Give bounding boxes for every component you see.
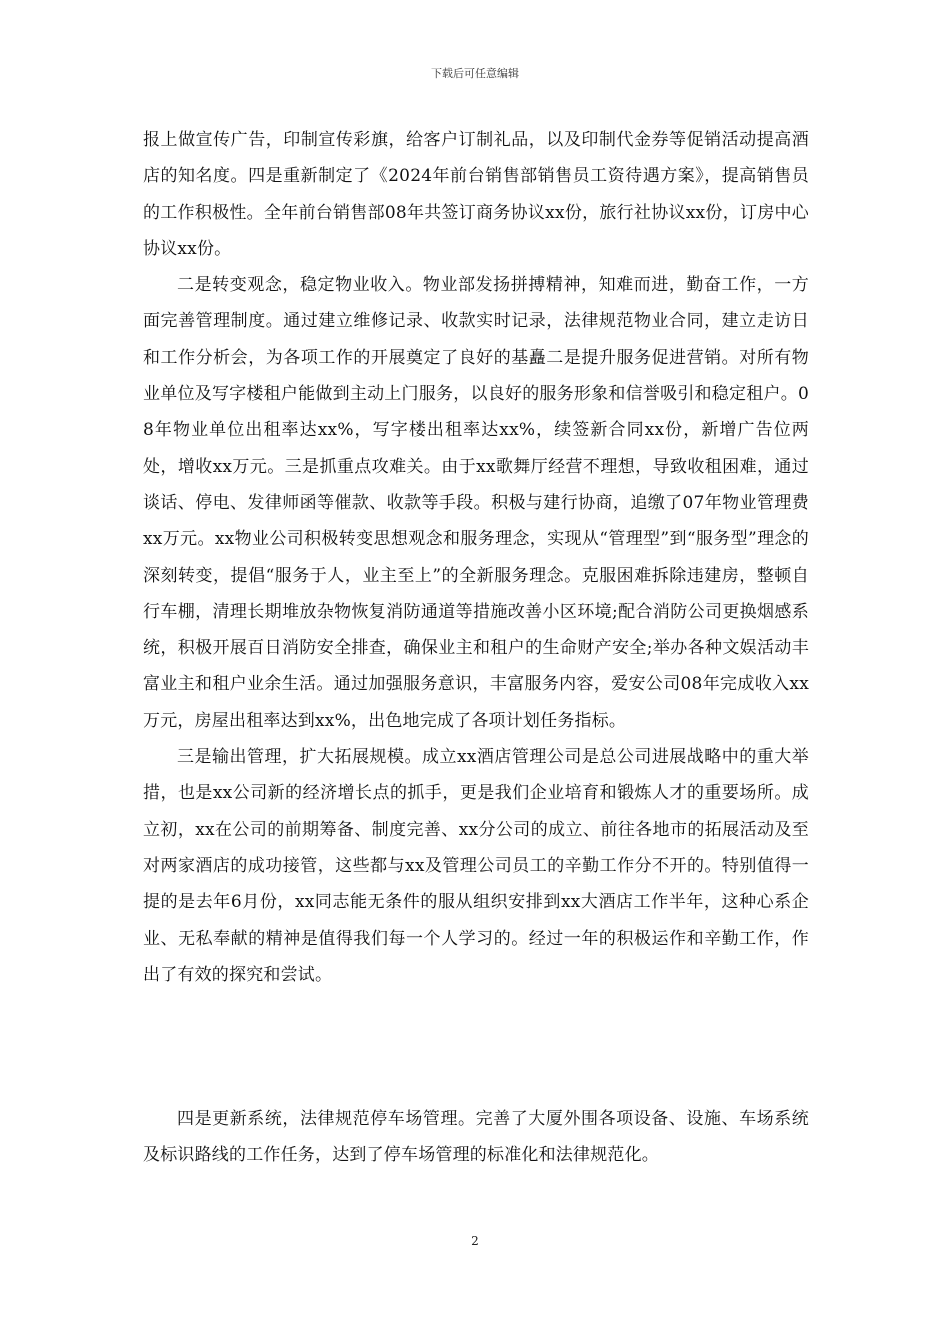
paragraph-continuation: 报上做宣传广告，印制宣传彩旗，给客户订制礼品，以及印制代金券等促销活动提高酒店的知名度。四是重新制定了《2024年前台销售部销售员工资待遇方案》，提高销售员的工作积极性。全年前台销售部08年共签订商务协议xx份，旅行社协议xx份，订房中心协议xx份。 — [143, 130, 809, 259]
page-number: 2 — [471, 1234, 479, 1248]
page-header: 下载后可任意编辑 — [431, 67, 519, 80]
paragraph-property-income: 二是转变观念，稳定物业收入。物业部发扬拼搏精神，知难而进，勤奋工作，一方面完善管理制度。通过建立维修记录、收款实时记录，法律规范物业合同，建立走访日和工作分析会，为各项工作的开展奠定了良好的基矗二是提升服务促进营销。对所有物业单位及写字楼租户能做到主动上门服务，以良好的服务形象和信誉吸引和稳定租户。08年物业单位出租率达xx%，写字楼出租率达xx%，续签新合同xx份，新增广告位两处，增收xx万元。三是抓重点攻难关。由于xx歌舞厅经营不理想，导致收租困难，通过谈话、停电、发律师函等催款、收款等手段。积极与建行协商，追缴了07年物业管理费xx万元。xx物业公司积极转变思想观念和服务理念，实现从“管理型”到“服务型”理念的深刻转变，提倡“服务于人，业主至上”的全新服务理念。克服困难拆除违建房，整顿自行车棚，清理长期堆放杂物恢复消防通道等措施改善小区环境;配合消防公司更换烟感系统，积极开展百日消防安全排查，确保业主和租户的生命财产安全;举办各种文娱活动丰富业主和租户业余生活。通过加强服务意识，丰富服务内容，爱安公司08年完成收入xx万元，房屋出租率达到xx%，出色地完成了各项计划任务指标。 — [143, 275, 809, 731]
paragraph-parking-management: 四是更新系统，法律规范停车场管理。完善了大厦外围各项设备、设施、车场系统及标识路线的工作任务，达到了停车场管理的标准化和法律规范化。 — [143, 1109, 809, 1166]
body-text-upper — [143, 122, 809, 993]
paragraph-output-management: 三是输出管理，扩大拓展规模。成立xx酒店管理公司是总公司进展战略中的重大举措，也是xx公司新的经济增长点的抓手，更是我们企业培育和锻炼人才的重要场所。成立初，xx在公司的前期筹备、制度完善、xx分公司的成立、前往各地市的拓展活动及至对两家酒店的成功接管，这些都与xx及管理公司员工的辛勤工作分不开的。特别值得一提的是去年6月份，xx同志能无条件的服从组织安排到xx大酒店工作半年，这种心系企业、无私奉献的精神是值得我们每一个人学习的。经过一年的积极运作和辛勤工作，作出了有效的探究和尝试。 — [143, 747, 809, 985]
body-text-lower — [143, 1101, 809, 1174]
